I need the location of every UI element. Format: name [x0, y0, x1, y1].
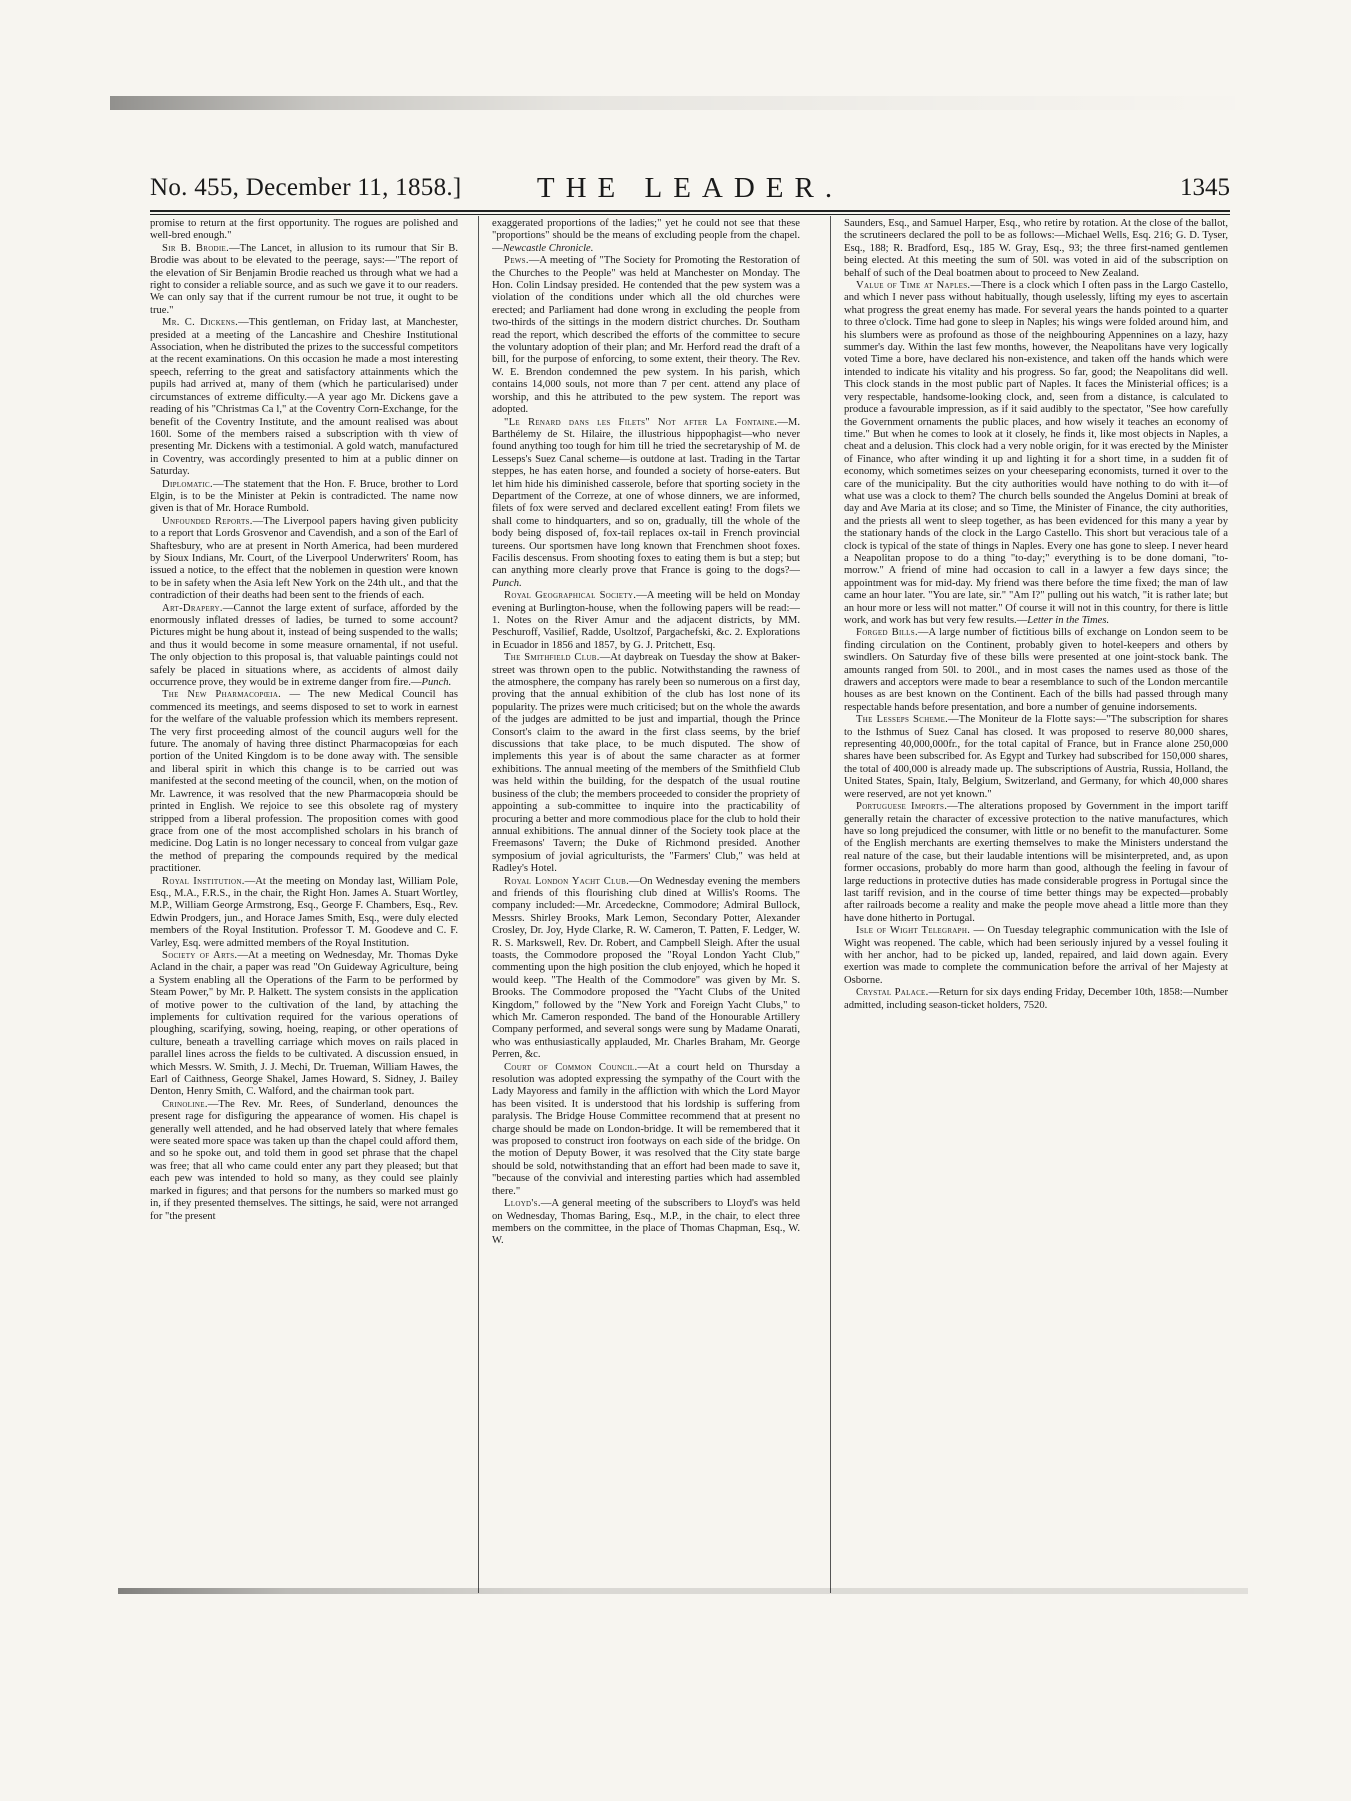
- article-text: —A meeting will be held on Monday evening at Burlington-house, when the following papers will be read:—1. Notes on the River Amur and the adjacent districts, by MM. Peschuroff, Vasilief, Radde, Usoltzof, Pargachefski, &c. 2. Explorations in Ecuador in 1856 and 1857, by G. J. Pritchett, Esq.: [492, 590, 800, 651]
- article-paragraph: [492, 1062, 800, 1198]
- masthead-title: THE LEADER.: [536, 172, 844, 204]
- article-heading: The Smithfield Club.: [504, 652, 600, 664]
- article-text: —A large number of fictitious bills of exchange on London seem to be finding circulation on the Continent, probably given to hotel-keepers and others by swindlers. On Saturday five of these bills were presented at one joint-stock bank. The amounts ranged from 50l. to 200l., and in most cases the names used as those of the drawers and acceptors were made to bear a resemblance to such of the London mercantile houses as are best known on the Continent. Each of the bills had passed through many respectable hands before presentation, and bore a number of genuine indorsements.: [844, 627, 1228, 713]
- article-heading: Portuguese Imports.: [856, 801, 948, 813]
- article-text: —The Moniteur de la Flotte says:—"The subscription for shares to the Isthmus of Suez Canal has closed. It was proposed to reserve 80,000 shares, representing 40,000,000fr., for the total capital of France, but in France alone 250,000 shares have been subscribed for. As Egypt and Turkey had subscribed for 150,000 shares, the total of 400,000 is already made up. The subscriptions of Austria, Russia, Holland, the United States, Spain, Italy, Belgium, Switzerland, and Germany, for which 40,000 shares were reserved, are not yet known.": [844, 714, 1228, 800]
- article-heading: Value of Time at Naples.: [856, 280, 971, 292]
- page-header: [150, 170, 1230, 212]
- article-text: promise to return at the first opportunity. The rogues are polished and well-bred enough.": [150, 218, 458, 242]
- article-paragraph: [492, 590, 800, 652]
- article-paragraph: [492, 218, 800, 255]
- article-text: —Return for six days ending Friday, December 10th, 1858:—Number admitted, including season-ticket holders, 7520.: [844, 987, 1228, 1011]
- article-text: — The new Medical Council has commenced its meetings, and seems disposed to set to work in earnest for the welfare of the valuable profession which its members represent. The very first proceeding almost of the council augurs well for the future. The anomaly of having three distinct Pharmacopœias for each portion of the United Kingdom is to be done away with. The sensible and liberal spirit in which this change is to be carried out was manifested at the second meeting of the council, when, on the motion of Mr. Lawrence, it was resolved that the new Pharmacopœia should be printed in English. We rejoice to see this obsolete rag of mystery stripped from a liberal profession. The proposition comes with good grace from one of the most accomplished scholars in his branch of medicine. Dog Latin is no longer necessary to conceal from vulgar gaze the method of preparing the compounds required by the medical practitioner.: [150, 689, 458, 875]
- scan-edge-bottom: [118, 1588, 1248, 1594]
- article-heading: Forged Bills.: [856, 627, 918, 639]
- article-text: —The statement that the Hon. F. Bruce, brother to Lord Elgin, is to be the Minister at Pekin is contradicted. The name now given is that of Mr. Horace Rumbold.: [150, 478, 458, 515]
- article-heading: Diplomatic.: [162, 478, 213, 490]
- text-column-1: [150, 218, 458, 1588]
- article-source: Letter in the Times.: [1027, 615, 1110, 626]
- article-text: —This gentleman, on Friday last, at Manchester, presided at a meeting of the Lancashire and Cheshire Institutional Association, when he distributed the prizes to the successful competitors at the recent examinations. On this occasion he made a most interesting speech, referring to the great and satisfactory attainments which the pupils had arrived at, many of them (which he particularised) under circumstances of extreme difficulty.—A year ago Mr. Dickens gave a reading of his "Christmas Ca l," at the Coventry Corn-Exchange, for the benefit of the Coventry Institute, and the amount realised was about 160l. Some of the members raised a subscription with th view of presenting Mr. Dickens with a testimonial. A gold watch, manufactured in Coventry, was accordingly presented to him at a public dinner on Saturday.: [150, 317, 458, 478]
- page-number: 1345: [1180, 174, 1230, 201]
- article-heading: Crystal Palace.: [856, 987, 929, 999]
- article-paragraph: [844, 801, 1228, 925]
- article-paragraph: [844, 987, 1228, 1012]
- article-heading: Mr. C. Dickens.: [162, 317, 239, 329]
- article-text: —The Liverpool papers having given publicity to a report that Lords Grosvenor and Cavendish, and a son of the Earl of Shaftesbury, who are at present in North America, had been murdered by Sioux Indians, Mr. Court, of the Liverpool Underwriters' Room, has issued a notice, to the effect that the noblemen in question were known to be in safety when the Asia left New York on the 24th ult., and that the contradiction of their deaths had been sent to the friends of each.: [150, 515, 458, 602]
- article-paragraph: [150, 876, 458, 950]
- article-text: —The Rev. Mr. Rees, of Sunderland, denounces the present rage for disfiguring the appearance of women. His chapel is generally well attended, and he had observed lately that where females were seated more space was taken up than the chapel could afford them, and so he spoke out, and told them in good set phrase that the chapel was free; that all who came could enter any part they pleased; but that each pew was intended to hold so many, as they could see plainly marked in figures; and that persons for the numbers so marked must go in, if they presented themselves. The sittings, he said, were not arranged for "the present: [150, 1098, 458, 1222]
- article-heading: Court of Common Council.: [504, 1061, 638, 1073]
- article-paragraph: [150, 243, 458, 317]
- article-text: exaggerated proportions of the ladies;" yet he could not see that these "proportions" should be the means of excluding people from the chapel.—: [492, 218, 800, 254]
- article-text: —On Wednesday evening the members and friends of this flourishing club dined at Willis's Rooms. The company included:—Mr. Arcedeckne, Commodore; Admiral Bullock, Messrs. Shirley Brooks, Mark Lemon, Secondary Potter, Alexander Crosley, Dr. Joy, Hyde Clarke, R. W. Cameron, T. Patten, F. Ledger, W. R. S. Markswell, Rev. Dr. Robert, and Campbell Sleigh. After the usual toasts, the Commodore proposed the "Royal London Yacht Club," commenting upon the high position the club enjoyed, which he hoped it would keep. "The Health of the Commodore" was given by Mr. S. Brooks. The Commodore proposed the "Yacht Clubs of the United Kingdom," followed by the "New York and Foreign Yacht Clubs," to which Mr. Cameron responded. The band of the Honourable Artillery Company performed, and several songs were sung by Madame Onarati, who was enthusiastically applauded, Mr. Charles Braham, Mr. George Perren, &c.: [492, 875, 800, 1061]
- article-paragraph: [844, 280, 1228, 627]
- column-divider: [478, 216, 479, 1593]
- article-paragraph: [844, 627, 1228, 714]
- article-paragraph: [844, 218, 1228, 280]
- article-source: Punch.: [492, 577, 522, 589]
- article-text: —At a court held on Thursday a resolution was adopted expressing the sympathy of the Court with the Lady Mayoress and family in the affliction with which the Lord Mayor has been visited. It is understood that his lordship is suffering from paralysis. The Bridge House Committee recommend that at present no charge should be made on London-bridge. It will be remembered that it was proposed to construct iron footways on each side of the bridge. On the motion of Deputy Bower, it was resolved that the City state barge should be sold, notwithstanding that an effort had been made to save it, "because of the convivial and interesting parties which had assembled there.": [492, 1061, 800, 1197]
- article-text: —At daybreak on Tuesday the show at Baker-street was thrown open to the public. Notwithstanding the rawness of the atmosphere, the company has rarely been so numerous on a first day, proving that the annual exhibition of the club has lost none of its popularity. The prizes were much criticised; but on the whole the awards of the judges are admitted to be just and impartial, though the Prince Consort's claim to the award in the first class seems, by the brief discussions that take place, to be much disputed. The show of implements this year is of about the same character as at former exhibitions. The annual meeting of the members of the Smithfield Club was held within the building, for the despatch of the usual routine business of the club; the members proceeded to consider the propriety of appointing a sub-committee to inquire into the practicability of procuring a better and more commodious place for the club to hold their annual exhibitions. The annual dinner of the Society took place at the Freemasons' Tavern; the Duke of Richmond presided. Another symposium of jovial agriculturists, the "Farmers' Club," was held at Radley's Hotel.: [492, 652, 800, 875]
- article-paragraph: [150, 218, 458, 243]
- article-heading: Crinoline.: [162, 1098, 208, 1110]
- article-text: —The Lancet, in allusion to its rumour that Sir B. Brodie was about to be elevated to the peerage, says:—"The report of the elevation of Sir Benjamin Brodie reached us through what we had a right to consider a reliable source, and as such we gave it to our readers. We can only say that if the current rumour be not true, it ought to be true.": [150, 242, 458, 316]
- article-heading: Isle of Wight Telegraph.: [856, 925, 971, 937]
- article-heading: Pews.: [504, 255, 529, 267]
- article-text: — On Tuesday telegraphic communication with the Isle of Wight was reopened. The cable, which had been seriously injured by a vessel fouling it with her anchor, had to be picked up, landed, repaired, and laid down again. Every exertion was made to complete the communication before the arrival of her Majesty at Osborne.: [844, 925, 1228, 986]
- article-source: Newcastle Chronicle.: [502, 242, 594, 254]
- article-text: —There is a clock which I often pass in the Largo Castello, and which I never pass without habitually, though uselessly, lifting my eyes to ascertain what progress the great enemy has made. For several years the hands pointed to a quarter to three o'clock. Time had gone to sleep in Naples; his wings were folded around him, and his slumbers were as profound as those of the neighbouring Appennines on a lazy, hazy summer's day. Within the last few months, however, the Neapolitans have very logically voted Time a bore, have declared his non-existence, and taken off the hands which were intended to indicate his vitality and his progress. So far, good; the Neapolitans did well. This clock stands in the most public part of Naples. It faces the Ministerial offices; is a very respectable, handsome-looking clock, and, seen from a distance, is calculated to produce a favourable impression, as if it said audibly to the spectator, "See how carefully the Government ornaments the public places, and how wisely it teaches an economy of time." But when he comes to look at it closely, he finds it, like most objects in Naples, a cheat and a delusion. This clock had a very noble origin, for it was erected by the Minister of Finance, who after winding it up and lighting it for a short time, in a sudden fit of economy, which sometimes seizes on your cheeseparing economists, turned it over to the care of the municipality. But the city authorities would have nothing to do with it—of what use was a clock to them? The church bells sounded the Angelus Domini at break of day and Ave Maria at its close; and so Time, the Minister of Finance, the city authorities, and the priests all went to sleep together, as has been evidenced for this many a year by the stationary hands of the clock in the Largo Castello. This short but veracious tale of a clock is typical of the state of things in Naples. Every one has gone to sleep. I never heard a Neapolitan propose to do a thing "to-day;" everything is to be done domani, "to-morrow." A friend of mine had occasion to call in a lawyer a few days since; the appointment was for mid-day. My friend was there before the time fixed; the man of law came an hour later. "You are late, sir." "Am I?" pulling out his watch, "it is rather late; but an hour more or less will not matter." Of course it will not in this country, for there is little work, and work has but very few results.—: [844, 280, 1228, 626]
- article-text: —A general meeting of the subscribers to Lloyd's was held on Wednesday, Thomas Baring, Esq., M.P., in the chair, to elect three members on the committee, in the place of Thomas Chapman, Esq., W. W.: [492, 1198, 800, 1247]
- article-heading: Royal Institution.: [162, 875, 245, 887]
- article-paragraph: [844, 925, 1228, 987]
- article-paragraph: [150, 950, 458, 1099]
- article-paragraph: [492, 876, 800, 1062]
- header-rule-thin: [150, 214, 1230, 215]
- article-text: —M. Barthélemy de St. Hilaire, the illustrious hippophagist—who never found anything too tough for him till he tried the secretaryship of M. de Lesseps's Suez Canal scheme—is outdone at last. Trading in the Tartar steppes, he has eaten horse, and founded a society of horse-eaters. But let him hide his diminished casserole, before that sporting society in the Department of the Correze, at one of whose dinners, we are informed, filets of fox were served and declared excellent eating! From filets we shall come to hindquarters, and so on, gradually, till the whole of the body being disposed of, fox-tail replaces ox-tail in French provincial tureens. Our sportsmen have long known that Frenchmen shoot foxes. Facilis descensus. From shooting foxes to eating them is but a step; but can anything more clearly prove that France is going to the dogs?—: [492, 416, 800, 577]
- text-column-2: [492, 218, 800, 1588]
- article-source: Punch.: [421, 677, 452, 689]
- article-paragraph: [150, 479, 458, 516]
- article-paragraph: [150, 1099, 458, 1223]
- header-rule: [150, 210, 1230, 212]
- article-text: —A meeting of "The Society for Promoting the Restoration of the Churches to the People" was held at Manchester on Monday. The Hon. Colin Lindsay presided. He contended that the pew system was a violation of the conditions under which all the old churches were erected; and Parliament had done wrong in excluding the people from two-thirds of the sittings in the modern district churches. Dr. Southam read the report, which described the efforts of the committee to secure the voluntary adoption of their plan; and Mr. Herford read the draft of a bill, for the purpose of enforcing, to some extent, their theory. The Rev. W. E. Brendon condemned the pew system. In his parish, which contains 14,000 souls, not more than 7 per cent. attend any place of worship, and this he attributed to the pew system. The report was adopted.: [492, 255, 800, 416]
- column-divider: [830, 216, 831, 1593]
- article-paragraph: [492, 417, 800, 591]
- article-heading: Royal London Yacht Club.: [504, 875, 630, 887]
- article-heading: Society of Arts.: [162, 949, 238, 961]
- article-paragraph: [492, 255, 800, 416]
- article-text: —Cannot the large extent of surface, afforded by the enormously inflated dresses of ladies, be turned to some account? Pictures might be hung about it, instead of being suspended to the walls; and thus it would become in some measure ornamental, if not useful. The only objection to this proposal is, that valuable paintings could not safely be placed in situations where, as accidents of almost daily occurrence prove, they would be in extreme danger from fire.—: [150, 602, 458, 689]
- article-text: —At the meeting on Monday last, William Pole, Esq., M.A., F.R.S., in the chair, the Right Hon. James A. Stuart Wortley, M.P., William George Armstrong, Esq., George F. Chambers, Esq., Rev. Edwin Prodgers, jun., and Horace James Smith, Esq., were duly elected members of the Royal Institution. Professor T. M. Goodeve and C. F. Varley, Esq. were admitted members of the Royal Institution.: [150, 875, 458, 949]
- article-heading: "Le Renard dans les Filets" Not after La Fontaine.: [504, 416, 778, 428]
- article-paragraph: [150, 689, 458, 875]
- article-heading: Art-Drapery.: [162, 602, 223, 614]
- article-heading: Sir B. Brodie.: [162, 242, 230, 254]
- article-paragraph: [492, 652, 800, 875]
- article-heading: The New Pharmacopœia.: [162, 689, 282, 701]
- article-heading: Lloyd's.: [504, 1198, 541, 1210]
- article-paragraph: [150, 603, 458, 690]
- text-column-3: [844, 218, 1228, 1588]
- article-text: Saunders, Esq., and Samuel Harper, Esq., who retire by rotation. At the close of the ballot, the scrutineers declared the poll to be as follows:—Michael Wells, Esq. 216; G. D. Tyser, Esq., 188; R. Bradford, Esq., 185 W. Gray, Esq., 93; the three first-named gentlemen being elected. At this meeting the sum of 50l. was voted in aid of the subscription on behalf of such of the Deal boatmen about to proceed to New Zealand.: [844, 218, 1228, 279]
- article-heading: The Lesseps Scheme.: [856, 714, 949, 726]
- article-paragraph: [150, 516, 458, 603]
- article-heading: Unfounded Reports.: [162, 515, 253, 527]
- article-text: —At a meeting on Wednesday, Mr. Thomas Dyke Acland in the chair, a paper was read "On Guideway Agriculture, being a System enabling all the Operations of the Farm to be performed by Steam Power," by Mr. P. Halkett. The system consists in the application of motive power to the cultivation of the land, by attaching the implements for cultivation required for the various operations of ploughing, scarifying, sowing, hoeing, reaping, or other operations of culture, beneath a travelling carriage which moves on rails placed in parallel lines across the fields to be cultivated. A discussion ensued, in which Messrs. W. Smith, J. J. Mechi, Dr. Trueman, William Hawes, the Earl of Caithness, George Shakel, James Howard, S. Sidney, J. Bailey Denton, Henry Smith, C. Walford, and the chairman took part.: [150, 949, 458, 1098]
- article-paragraph: [492, 1198, 800, 1248]
- article-text: —The alterations proposed by Government in the import tariff generally retain the character of excessive protection to the native manufactures, which have so long prejudiced the consumer, with little or no benefit to the manufacturer. Some of the English merchants are exerting themselves to make the Ministers understand the real nature of the case, but their laudable intentions will be misinterpreted, and, as upon former occasions, probably do more harm than good, although the feeling in favour of large reductions in protective duties has made considerable progress in Portugal since the last tariff revision, and in the course of time better things may be expected—probably after railroads become a reality and make the people move ahead a little more than they have done hitherto in Portugal.: [844, 801, 1228, 924]
- scan-edge-top: [110, 96, 1260, 110]
- article-heading: Royal Geographical Society.: [504, 590, 637, 602]
- issue-date: No. 455, December 11, 1858.]: [150, 174, 462, 201]
- article-paragraph: [150, 317, 458, 478]
- article-paragraph: [844, 714, 1228, 801]
